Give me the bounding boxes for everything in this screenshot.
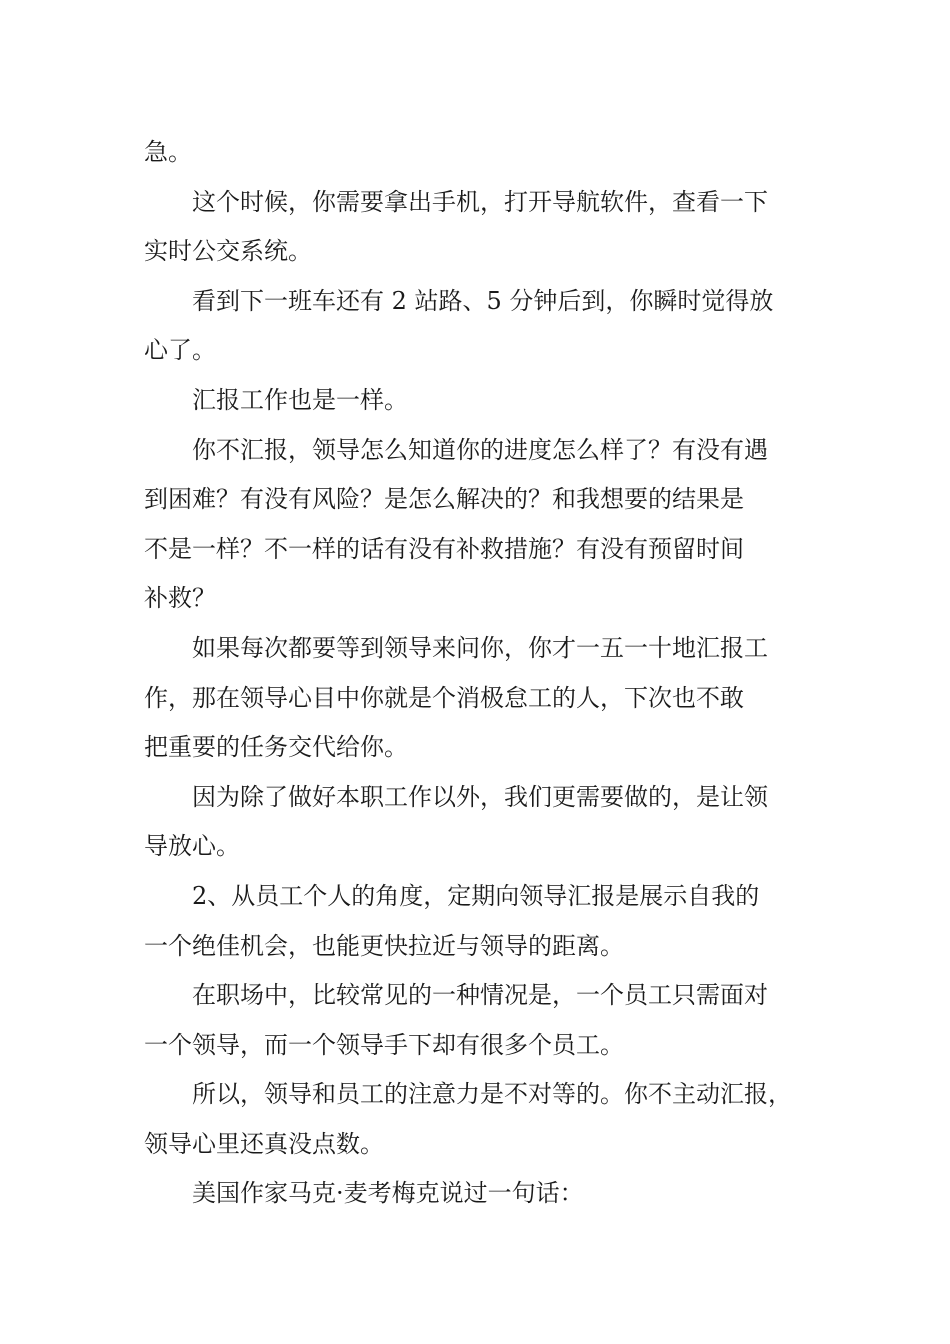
text-line: 实时公交系统。 bbox=[144, 237, 312, 266]
text-line: 急。 bbox=[144, 138, 192, 166]
text-line: 你不汇报，领导怎么知道你的进度怎么样了？有没有遇 bbox=[192, 435, 768, 464]
text-line: 不是一样？不一样的话有没有补救措施？有没有预留时间 bbox=[144, 534, 744, 563]
text-line: 一个绝佳机会，也能更快拉近与领导的距离。 bbox=[144, 931, 624, 960]
text-line: 心了。 bbox=[144, 336, 216, 365]
text-line: 美国作家马克·麦考梅克说过一句话： bbox=[192, 1179, 584, 1208]
text-line: 汇报工作也是一样。 bbox=[192, 385, 408, 414]
text-line: 一个领导，而一个领导手下却有很多个员工。 bbox=[144, 1030, 624, 1059]
text-line: 补救？ bbox=[144, 584, 216, 613]
text-line: 所以，领导和员工的注意力是不对等的。你不主动汇报， bbox=[192, 1080, 792, 1109]
text-line: 作，那在领导心目中你就是个消极怠工的人，下次也不敢 bbox=[144, 683, 744, 712]
text-line: 把重要的任务交代给你。 bbox=[144, 733, 408, 762]
text-line: 在职场中，比较常见的一种情况是，一个员工只需面对 bbox=[192, 981, 768, 1010]
text-line: 导放心。 bbox=[144, 832, 240, 861]
document-body bbox=[144, 128, 834, 1219]
text-line: 领导心里还真没点数。 bbox=[144, 1129, 384, 1158]
text-line: 这个时候，你需要拿出手机，打开导航软件，查看一下 bbox=[192, 187, 768, 216]
text-line: 如果每次都要等到领导来问你，你才一五一十地汇报工 bbox=[192, 633, 768, 662]
text-line: 看到下一班车还有 2 站路、5 分钟后到，你瞬时觉得放 bbox=[192, 286, 774, 315]
text-line: 到困难？有没有风险？是怎么解决的？和我想要的结果是 bbox=[144, 485, 744, 514]
text-line: 2、从员工个人的角度，定期向领导汇报是展示自我的 bbox=[192, 881, 760, 910]
text-line: 因为除了做好本职工作以外，我们更需要做的，是让领 bbox=[192, 782, 768, 811]
